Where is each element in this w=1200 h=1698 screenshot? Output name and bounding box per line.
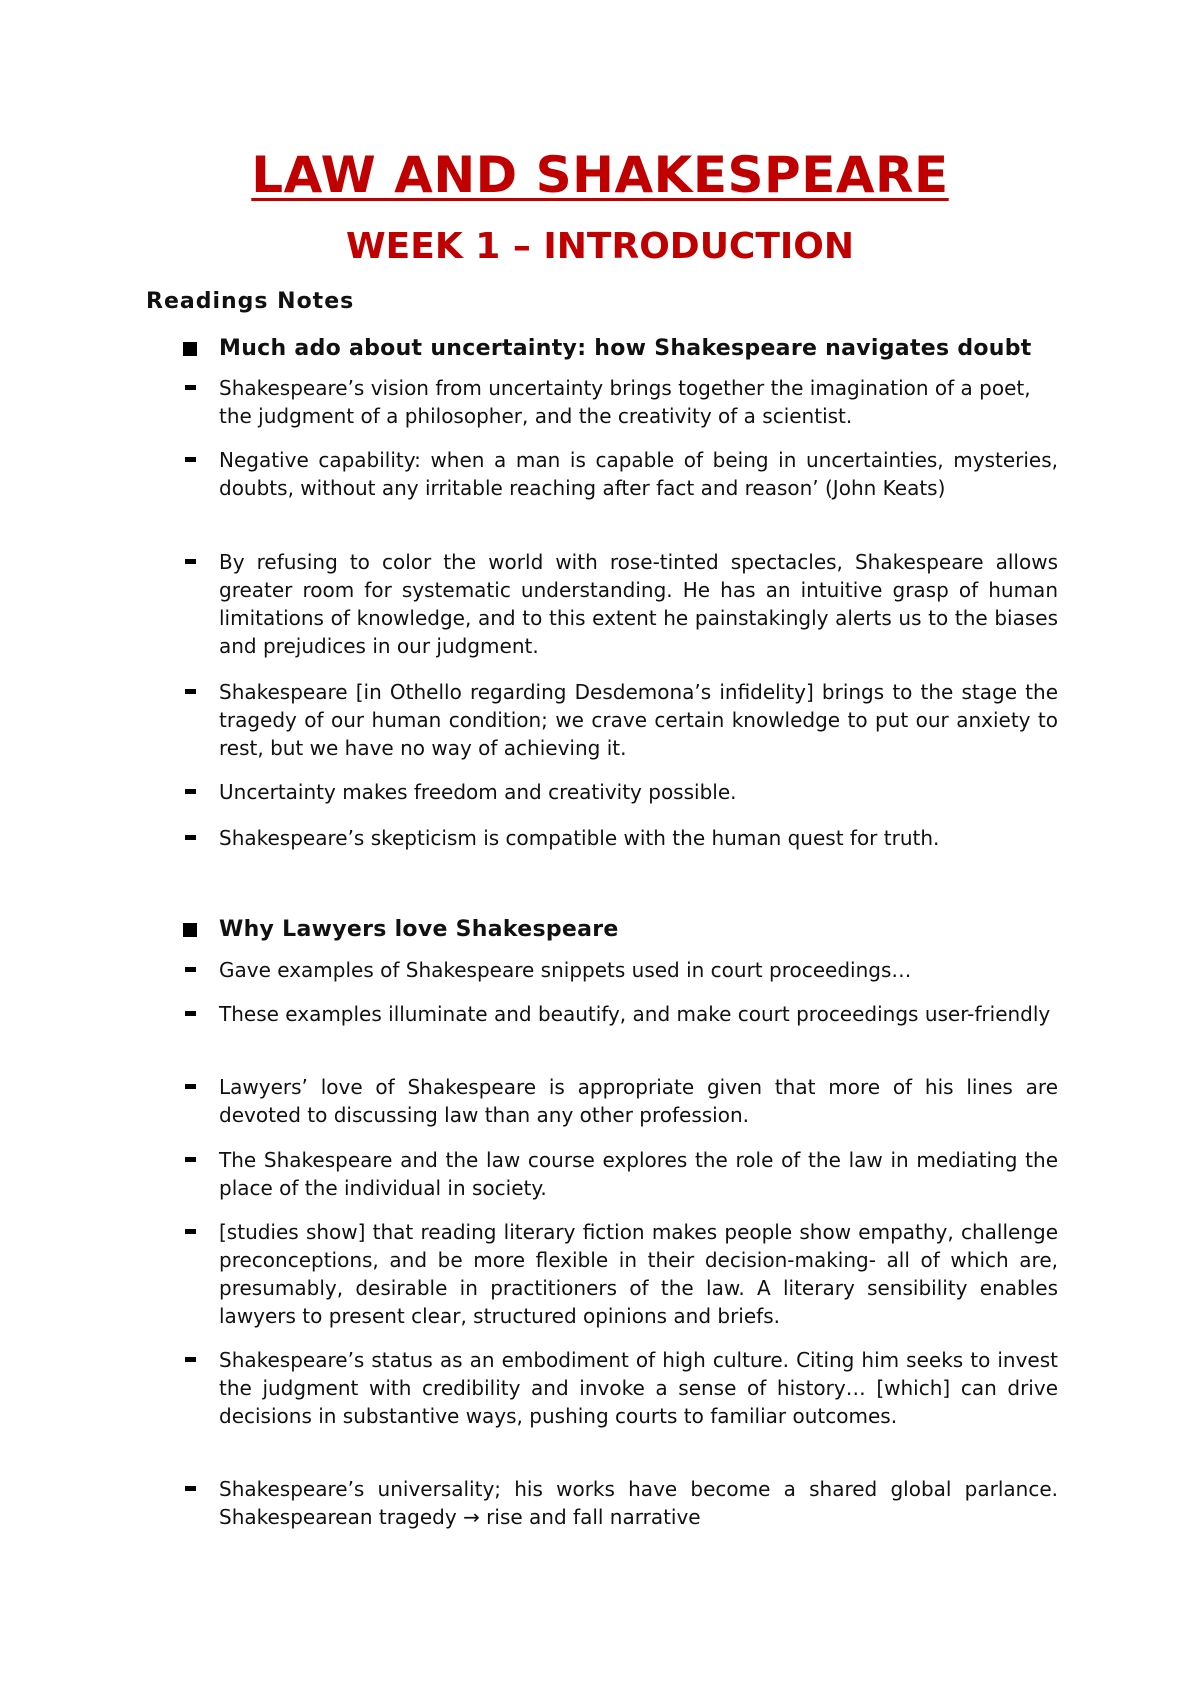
list-item-text: The Shakespeare and the law course explores the role of the law in mediating the place of the individual in society. <box>219 1148 1058 1200</box>
dash-bullet-icon <box>185 1011 196 1016</box>
list-item <box>183 1218 1058 1330</box>
list-item-text: Shakespeare’s skepticism is compatible with the human quest for truth. <box>219 826 940 850</box>
dash-bullet-icon <box>185 689 196 694</box>
list-item <box>183 1346 1058 1430</box>
list-item-text: Gave examples of Shakespeare snippets used in court proceedings… <box>219 958 912 982</box>
list-item-text: Uncertainty makes freedom and creativity possible. <box>219 780 737 804</box>
list-item-text: [studies show] that reading literary fiction makes people show empathy, challenge preconceptions, and be more flexible in their decision-making- all of which are, presumably, desirable in practitioners of the law. A literary sensibility enables lawyers to present clear, structured opinions and briefs. <box>219 1220 1058 1328</box>
list-item <box>183 1073 1058 1129</box>
dash-bullet-icon <box>185 385 196 390</box>
dash-bullet-icon <box>185 1229 196 1234</box>
dash-bullet-icon <box>185 967 196 972</box>
list-item <box>183 374 1058 430</box>
list-item <box>183 956 1058 984</box>
list-item-text: Shakespeare’s status as an embodiment of high culture. Citing him seeks to invest the judgment with credibility and invoke a sense of history… [which] can drive decisions in substantive ways, pushing courts to familiar outcomes. <box>219 1348 1058 1428</box>
list-item-text: Shakespeare [in Othello regarding Desdemona’s infidelity] brings to the stage the tragedy of our human condition; we crave certain knowledge to put our anxiety to rest, but we have no way of achieving it. <box>219 680 1058 760</box>
dash-bullet-icon <box>185 1486 196 1491</box>
list-item-text: Lawyers’ love of Shakespeare is appropriate given that more of his lines are devoted to discussing law than any other profession. <box>219 1075 1058 1127</box>
list-item <box>183 548 1058 660</box>
dash-bullet-icon <box>185 835 196 840</box>
page-title: LAW AND SHAKESPEARE <box>251 146 949 204</box>
list-item-text: These examples illuminate and beautify, and make court proceedings user-friendly <box>219 1002 1051 1026</box>
list-item <box>183 446 1058 502</box>
list-item-text: By refusing to color the world with rose-tinted spectacles, Shakespeare allows greater room for systematic understanding. He has an intuitive grasp of human limitations of knowledge, and to this extent he painstakingly alerts us to the biases and prejudices in our judgment. <box>219 550 1058 658</box>
list-item-text: Shakespeare’s universality; his works have become a shared global parlance. Shakespearean tragedy → rise and fall narrative <box>219 1477 1058 1529</box>
dash-bullet-icon <box>185 1357 196 1362</box>
list-item <box>183 778 1058 806</box>
page-subtitle: WEEK 1 – INTRODUCTION <box>345 226 855 267</box>
square-bullet-icon <box>183 923 197 937</box>
dash-bullet-icon <box>185 789 196 794</box>
dash-bullet-icon <box>185 559 196 564</box>
list-item <box>183 1146 1058 1202</box>
list-item <box>183 678 1058 762</box>
dash-bullet-icon <box>185 1084 196 1089</box>
list-item <box>183 1000 1058 1028</box>
section-heading-text: Why Lawyers love Shakespeare <box>219 917 619 942</box>
section-heading-text: Much ado about uncertainty: how Shakespeare navigates doubt <box>219 336 1032 361</box>
list-item <box>183 824 1058 852</box>
list-item <box>183 1475 1058 1531</box>
square-bullet-icon <box>183 342 197 356</box>
dash-bullet-icon <box>185 457 196 462</box>
list-item-text: Negative capability: when a man is capable of being in uncertainties, mysteries, doubts, without any irritable reaching after fact and reason’ (John Keats) <box>219 448 1058 500</box>
readings-label: Readings Notes <box>146 289 355 314</box>
list-item-text: Shakespeare’s vision from uncertainty brings together the imagination of a poet, the judgment of a philosopher, and the creativity of a scientist. <box>219 376 1031 428</box>
dash-bullet-icon <box>185 1157 196 1162</box>
